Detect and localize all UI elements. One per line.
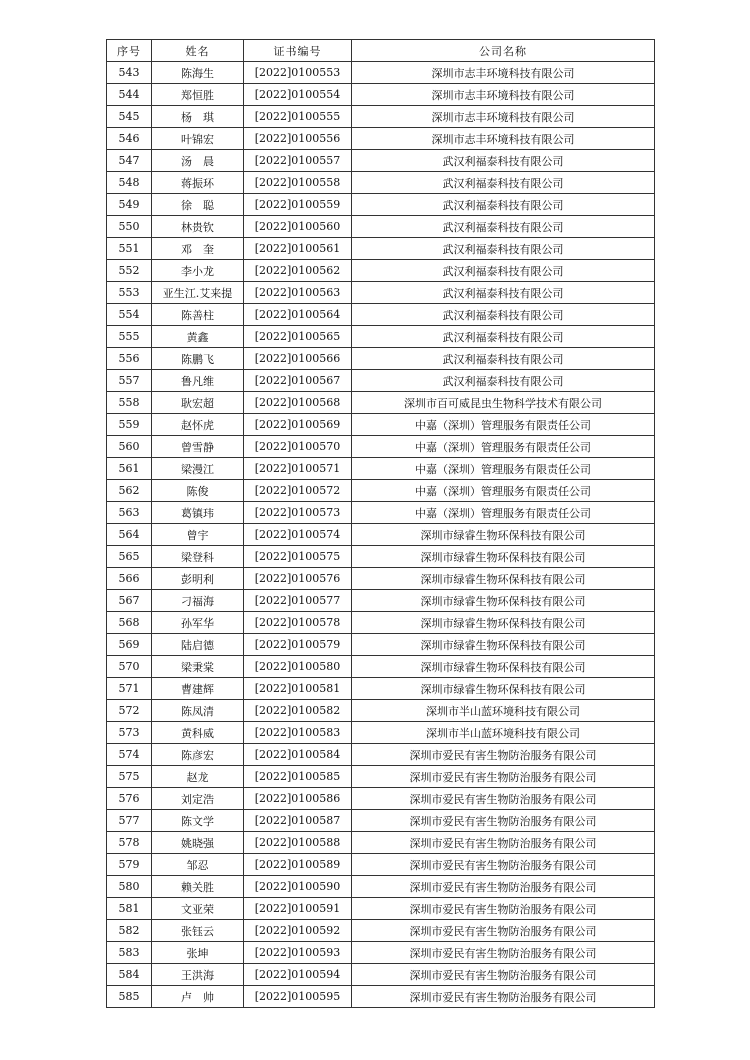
cell-name: 葛镇玮 bbox=[152, 502, 244, 524]
cell-name: 叶锦宏 bbox=[152, 128, 244, 150]
cell-certificate-number: [2022]0100574 bbox=[244, 524, 352, 546]
cell-company-name: 武汉利福泰科技有限公司 bbox=[352, 194, 655, 216]
cell-name: 曾雪静 bbox=[152, 436, 244, 458]
cell-certificate-number: [2022]0100573 bbox=[244, 502, 352, 524]
cell-serial-number: 549 bbox=[107, 194, 152, 216]
cell-certificate-number: [2022]0100593 bbox=[244, 942, 352, 964]
table-row bbox=[107, 480, 655, 502]
cell-serial-number: 584 bbox=[107, 964, 152, 986]
cell-certificate-number: [2022]0100571 bbox=[244, 458, 352, 480]
table-row bbox=[107, 678, 655, 700]
cell-company-name: 深圳市绿睿生物环保科技有限公司 bbox=[352, 568, 655, 590]
cell-name: 张坤 bbox=[152, 942, 244, 964]
cell-serial-number: 573 bbox=[107, 722, 152, 744]
cell-serial-number: 575 bbox=[107, 766, 152, 788]
cell-serial-number: 580 bbox=[107, 876, 152, 898]
cell-certificate-number: [2022]0100570 bbox=[244, 436, 352, 458]
cell-name: 李小龙 bbox=[152, 260, 244, 282]
cell-serial-number: 559 bbox=[107, 414, 152, 436]
cell-company-name: 深圳市绿睿生物环保科技有限公司 bbox=[352, 634, 655, 656]
cell-company-name: 武汉利福泰科技有限公司 bbox=[352, 326, 655, 348]
cell-certificate-number: [2022]0100585 bbox=[244, 766, 352, 788]
cell-certificate-number: [2022]0100562 bbox=[244, 260, 352, 282]
cell-company-name: 深圳市爱民有害生物防治服务有限公司 bbox=[352, 920, 655, 942]
cell-serial-number: 558 bbox=[107, 392, 152, 414]
cell-certificate-number: [2022]0100559 bbox=[244, 194, 352, 216]
cell-certificate-number: [2022]0100590 bbox=[244, 876, 352, 898]
table-body bbox=[107, 62, 655, 1008]
cell-serial-number: 570 bbox=[107, 656, 152, 678]
table-row bbox=[107, 502, 655, 524]
table-row bbox=[107, 656, 655, 678]
cell-company-name: 中嘉（深圳）管理服务有限责任公司 bbox=[352, 436, 655, 458]
cell-serial-number: 543 bbox=[107, 62, 152, 84]
table-row bbox=[107, 546, 655, 568]
cell-certificate-number: [2022]0100558 bbox=[244, 172, 352, 194]
header-row bbox=[107, 40, 655, 62]
cell-name: 邹忍 bbox=[152, 854, 244, 876]
table-row bbox=[107, 458, 655, 480]
table-row bbox=[107, 788, 655, 810]
cell-serial-number: 579 bbox=[107, 854, 152, 876]
cell-company-name: 深圳市爱民有害生物防治服务有限公司 bbox=[352, 942, 655, 964]
cell-name: 鲁凡维 bbox=[152, 370, 244, 392]
table-row bbox=[107, 942, 655, 964]
cell-certificate-number: [2022]0100594 bbox=[244, 964, 352, 986]
cell-name: 刘定浩 bbox=[152, 788, 244, 810]
table-row bbox=[107, 722, 655, 744]
table-row bbox=[107, 920, 655, 942]
cell-certificate-number: [2022]0100588 bbox=[244, 832, 352, 854]
table-row bbox=[107, 414, 655, 436]
table-row bbox=[107, 282, 655, 304]
cell-serial-number: 566 bbox=[107, 568, 152, 590]
cell-serial-number: 564 bbox=[107, 524, 152, 546]
cell-company-name: 深圳市绿睿生物环保科技有限公司 bbox=[352, 678, 655, 700]
cell-company-name: 深圳市爱民有害生物防治服务有限公司 bbox=[352, 788, 655, 810]
cell-serial-number: 567 bbox=[107, 590, 152, 612]
cell-company-name: 深圳市志丰环境科技有限公司 bbox=[352, 84, 655, 106]
cell-name: 张钰云 bbox=[152, 920, 244, 942]
cell-certificate-number: [2022]0100577 bbox=[244, 590, 352, 612]
table-row bbox=[107, 524, 655, 546]
cell-certificate-number: [2022]0100568 bbox=[244, 392, 352, 414]
cell-serial-number: 581 bbox=[107, 898, 152, 920]
cell-certificate-number: [2022]0100580 bbox=[244, 656, 352, 678]
cell-serial-number: 550 bbox=[107, 216, 152, 238]
cell-company-name: 深圳市绿睿生物环保科技有限公司 bbox=[352, 612, 655, 634]
table-row bbox=[107, 348, 655, 370]
header-serial-number: 序号 bbox=[107, 40, 152, 62]
cell-company-name: 深圳市志丰环境科技有限公司 bbox=[352, 128, 655, 150]
cell-company-name: 中嘉（深圳）管理服务有限责任公司 bbox=[352, 414, 655, 436]
cell-company-name: 深圳市爱民有害生物防治服务有限公司 bbox=[352, 744, 655, 766]
cell-company-name: 深圳市志丰环境科技有限公司 bbox=[352, 62, 655, 84]
cell-name: 徐 聪 bbox=[152, 194, 244, 216]
cell-serial-number: 568 bbox=[107, 612, 152, 634]
cell-name: 陈凤清 bbox=[152, 700, 244, 722]
cell-certificate-number: [2022]0100569 bbox=[244, 414, 352, 436]
cell-name: 卢 帅 bbox=[152, 986, 244, 1008]
cell-company-name: 武汉利福泰科技有限公司 bbox=[352, 304, 655, 326]
cell-certificate-number: [2022]0100561 bbox=[244, 238, 352, 260]
table-row bbox=[107, 304, 655, 326]
cell-certificate-number: [2022]0100583 bbox=[244, 722, 352, 744]
cell-certificate-number: [2022]0100582 bbox=[244, 700, 352, 722]
cell-certificate-number: [2022]0100587 bbox=[244, 810, 352, 832]
cell-certificate-number: [2022]0100592 bbox=[244, 920, 352, 942]
table-row bbox=[107, 436, 655, 458]
cell-certificate-number: [2022]0100553 bbox=[244, 62, 352, 84]
cell-serial-number: 552 bbox=[107, 260, 152, 282]
cell-serial-number: 544 bbox=[107, 84, 152, 106]
cell-serial-number: 545 bbox=[107, 106, 152, 128]
cell-serial-number: 556 bbox=[107, 348, 152, 370]
cell-serial-number: 554 bbox=[107, 304, 152, 326]
table-row bbox=[107, 238, 655, 260]
cell-serial-number: 571 bbox=[107, 678, 152, 700]
cell-serial-number: 569 bbox=[107, 634, 152, 656]
cell-name: 陈海生 bbox=[152, 62, 244, 84]
table-row bbox=[107, 744, 655, 766]
cell-company-name: 武汉利福泰科技有限公司 bbox=[352, 216, 655, 238]
cell-certificate-number: [2022]0100579 bbox=[244, 634, 352, 656]
table-row bbox=[107, 590, 655, 612]
cell-name: 彭明利 bbox=[152, 568, 244, 590]
cell-company-name: 深圳市爱民有害生物防治服务有限公司 bbox=[352, 964, 655, 986]
cell-name: 梁登科 bbox=[152, 546, 244, 568]
table-row bbox=[107, 568, 655, 590]
cell-name: 郑恒胜 bbox=[152, 84, 244, 106]
cell-name: 蒋振环 bbox=[152, 172, 244, 194]
cell-name: 陆启德 bbox=[152, 634, 244, 656]
cell-name: 黄科威 bbox=[152, 722, 244, 744]
cell-serial-number: 562 bbox=[107, 480, 152, 502]
cell-certificate-number: [2022]0100581 bbox=[244, 678, 352, 700]
cell-serial-number: 565 bbox=[107, 546, 152, 568]
cell-name: 亚生江.艾来提 bbox=[152, 282, 244, 304]
table-row bbox=[107, 832, 655, 854]
cell-company-name: 深圳市爱民有害生物防治服务有限公司 bbox=[352, 876, 655, 898]
cell-certificate-number: [2022]0100591 bbox=[244, 898, 352, 920]
cell-certificate-number: [2022]0100595 bbox=[244, 986, 352, 1008]
cell-certificate-number: [2022]0100557 bbox=[244, 150, 352, 172]
cell-company-name: 深圳市绿睿生物环保科技有限公司 bbox=[352, 524, 655, 546]
table-row bbox=[107, 634, 655, 656]
table-row bbox=[107, 898, 655, 920]
table-row bbox=[107, 150, 655, 172]
cell-company-name: 武汉利福泰科技有限公司 bbox=[352, 238, 655, 260]
table-row bbox=[107, 876, 655, 898]
table-row bbox=[107, 260, 655, 282]
cell-company-name: 中嘉（深圳）管理服务有限责任公司 bbox=[352, 480, 655, 502]
table-row bbox=[107, 964, 655, 986]
table-row bbox=[107, 128, 655, 150]
cell-company-name: 深圳市志丰环境科技有限公司 bbox=[352, 106, 655, 128]
table-row bbox=[107, 194, 655, 216]
cell-company-name: 深圳市爱民有害生物防治服务有限公司 bbox=[352, 898, 655, 920]
cell-serial-number: 546 bbox=[107, 128, 152, 150]
cell-certificate-number: [2022]0100556 bbox=[244, 128, 352, 150]
cell-company-name: 深圳市爱民有害生物防治服务有限公司 bbox=[352, 810, 655, 832]
cell-company-name: 深圳市绿睿生物环保科技有限公司 bbox=[352, 546, 655, 568]
cell-certificate-number: [2022]0100572 bbox=[244, 480, 352, 502]
cell-serial-number: 547 bbox=[107, 150, 152, 172]
header-name: 姓名 bbox=[152, 40, 244, 62]
cell-name: 曾宇 bbox=[152, 524, 244, 546]
table-row bbox=[107, 392, 655, 414]
header-company-name: 公司名称 bbox=[352, 40, 655, 62]
header-certificate-number: 证书编号 bbox=[244, 40, 352, 62]
cell-company-name: 武汉利福泰科技有限公司 bbox=[352, 370, 655, 392]
cell-serial-number: 582 bbox=[107, 920, 152, 942]
table-row bbox=[107, 612, 655, 634]
cell-name: 陈文学 bbox=[152, 810, 244, 832]
cell-name: 文亚荣 bbox=[152, 898, 244, 920]
cell-company-name: 武汉利福泰科技有限公司 bbox=[352, 150, 655, 172]
cell-name: 黄鑫 bbox=[152, 326, 244, 348]
table-header bbox=[107, 40, 655, 62]
cell-serial-number: 585 bbox=[107, 986, 152, 1008]
certificate-table bbox=[106, 39, 655, 1008]
cell-certificate-number: [2022]0100589 bbox=[244, 854, 352, 876]
cell-serial-number: 572 bbox=[107, 700, 152, 722]
cell-name: 孙军华 bbox=[152, 612, 244, 634]
table-row bbox=[107, 766, 655, 788]
cell-name: 陈鹏飞 bbox=[152, 348, 244, 370]
cell-name: 赵怀虎 bbox=[152, 414, 244, 436]
cell-name: 林贵钦 bbox=[152, 216, 244, 238]
table-row bbox=[107, 986, 655, 1008]
cell-serial-number: 563 bbox=[107, 502, 152, 524]
cell-certificate-number: [2022]0100567 bbox=[244, 370, 352, 392]
cell-serial-number: 576 bbox=[107, 788, 152, 810]
table-row bbox=[107, 810, 655, 832]
cell-name: 赖关胜 bbox=[152, 876, 244, 898]
cell-serial-number: 555 bbox=[107, 326, 152, 348]
cell-company-name: 深圳市百可威昆虫生物科学技术有限公司 bbox=[352, 392, 655, 414]
cell-serial-number: 577 bbox=[107, 810, 152, 832]
table-row bbox=[107, 62, 655, 84]
cell-company-name: 中嘉（深圳）管理服务有限责任公司 bbox=[352, 502, 655, 524]
cell-company-name: 深圳市半山蓝环境科技有限公司 bbox=[352, 722, 655, 744]
cell-serial-number: 583 bbox=[107, 942, 152, 964]
cell-certificate-number: [2022]0100560 bbox=[244, 216, 352, 238]
cell-company-name: 深圳市绿睿生物环保科技有限公司 bbox=[352, 656, 655, 678]
cell-name: 耿宏超 bbox=[152, 392, 244, 414]
cell-serial-number: 551 bbox=[107, 238, 152, 260]
cell-company-name: 深圳市爱民有害生物防治服务有限公司 bbox=[352, 766, 655, 788]
cell-certificate-number: [2022]0100578 bbox=[244, 612, 352, 634]
cell-name: 梁秉棠 bbox=[152, 656, 244, 678]
cell-name: 陈彦宏 bbox=[152, 744, 244, 766]
table-row bbox=[107, 370, 655, 392]
cell-name: 邓 奎 bbox=[152, 238, 244, 260]
cell-company-name: 深圳市绿睿生物环保科技有限公司 bbox=[352, 590, 655, 612]
cell-company-name: 深圳市爱民有害生物防治服务有限公司 bbox=[352, 832, 655, 854]
cell-certificate-number: [2022]0100563 bbox=[244, 282, 352, 304]
cell-serial-number: 560 bbox=[107, 436, 152, 458]
cell-name: 汤 晨 bbox=[152, 150, 244, 172]
cell-serial-number: 561 bbox=[107, 458, 152, 480]
cell-serial-number: 548 bbox=[107, 172, 152, 194]
cell-certificate-number: [2022]0100584 bbox=[244, 744, 352, 766]
cell-company-name: 武汉利福泰科技有限公司 bbox=[352, 260, 655, 282]
cell-serial-number: 553 bbox=[107, 282, 152, 304]
cell-name: 梁漫江 bbox=[152, 458, 244, 480]
table-row bbox=[107, 700, 655, 722]
cell-certificate-number: [2022]0100586 bbox=[244, 788, 352, 810]
cell-certificate-number: [2022]0100565 bbox=[244, 326, 352, 348]
cell-name: 刁福海 bbox=[152, 590, 244, 612]
cell-company-name: 中嘉（深圳）管理服务有限责任公司 bbox=[352, 458, 655, 480]
cell-serial-number: 557 bbox=[107, 370, 152, 392]
cell-name: 曹建辉 bbox=[152, 678, 244, 700]
cell-name: 陈善柱 bbox=[152, 304, 244, 326]
table-row bbox=[107, 84, 655, 106]
table-row bbox=[107, 106, 655, 128]
cell-certificate-number: [2022]0100575 bbox=[244, 546, 352, 568]
cell-company-name: 武汉利福泰科技有限公司 bbox=[352, 282, 655, 304]
cell-company-name: 武汉利福泰科技有限公司 bbox=[352, 348, 655, 370]
cell-name: 王洪海 bbox=[152, 964, 244, 986]
table-row bbox=[107, 854, 655, 876]
cell-company-name: 武汉利福泰科技有限公司 bbox=[352, 172, 655, 194]
cell-certificate-number: [2022]0100576 bbox=[244, 568, 352, 590]
cell-name: 杨 琪 bbox=[152, 106, 244, 128]
cell-certificate-number: [2022]0100566 bbox=[244, 348, 352, 370]
cell-serial-number: 578 bbox=[107, 832, 152, 854]
cell-name: 姚晓强 bbox=[152, 832, 244, 854]
table-row bbox=[107, 172, 655, 194]
cell-certificate-number: [2022]0100555 bbox=[244, 106, 352, 128]
cell-certificate-number: [2022]0100564 bbox=[244, 304, 352, 326]
cell-company-name: 深圳市爱民有害生物防治服务有限公司 bbox=[352, 854, 655, 876]
table-row bbox=[107, 326, 655, 348]
cell-serial-number: 574 bbox=[107, 744, 152, 766]
cell-company-name: 深圳市半山蓝环境科技有限公司 bbox=[352, 700, 655, 722]
cell-company-name: 深圳市爱民有害生物防治服务有限公司 bbox=[352, 986, 655, 1008]
table-row bbox=[107, 216, 655, 238]
cell-name: 赵龙 bbox=[152, 766, 244, 788]
cell-certificate-number: [2022]0100554 bbox=[244, 84, 352, 106]
cell-name: 陈俊 bbox=[152, 480, 244, 502]
